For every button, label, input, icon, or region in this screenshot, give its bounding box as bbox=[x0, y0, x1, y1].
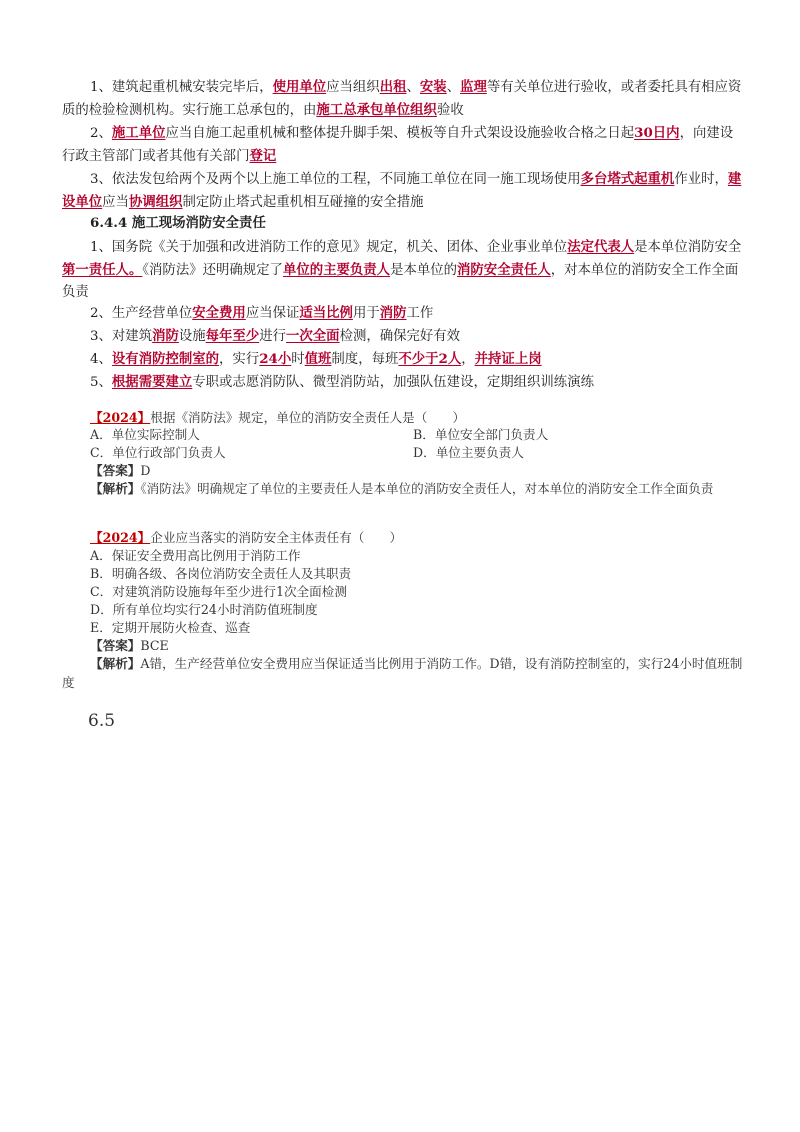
text: ，对本单位的消防安全工作全面负责 bbox=[62, 263, 739, 300]
text: 5、 bbox=[90, 375, 112, 390]
option-d: D．单位主要负责人 bbox=[413, 445, 524, 460]
option-c: C．单位行政部门负责人 bbox=[90, 445, 226, 460]
text: 制定防止塔式起重机相互碰撞的安全措施 bbox=[182, 195, 424, 210]
text: 检测，确保完好有效 bbox=[339, 329, 461, 344]
highlight-text: 法定代表人 bbox=[567, 239, 635, 255]
text: 2、生产经营单位 bbox=[90, 306, 193, 321]
highlight-text: 监理 bbox=[460, 79, 487, 95]
text: 工作 bbox=[406, 306, 434, 321]
highlight-text: 第一责任人。 bbox=[62, 262, 143, 278]
year-tag: 【2024】 bbox=[90, 530, 151, 545]
text: 1、建筑起重机械安装完毕后， bbox=[90, 80, 273, 95]
highlight-text: 施工单位 bbox=[111, 125, 166, 141]
explain-tag: 【解析】 bbox=[90, 481, 141, 496]
text: 设施 bbox=[178, 329, 206, 344]
text: 3、依法发包给两个及两个以上施工单位的工程，不同施工单位在同一施工现场使用 bbox=[90, 172, 581, 187]
text: ， bbox=[461, 352, 475, 367]
section-heading: 6.4.4 施工现场消防安全责任 bbox=[90, 215, 266, 231]
text: 是本单位的 bbox=[390, 263, 458, 278]
answer-tag: 【答案】 bbox=[90, 463, 141, 478]
option-c: C．对建筑消防设施每年至少进行1次全面检测 bbox=[90, 584, 347, 599]
explain-tag: 【解析】 bbox=[90, 656, 141, 671]
para-registration bbox=[62, 122, 742, 168]
highlight-text: 30日内 bbox=[634, 125, 680, 141]
highlight-text: 登记 bbox=[249, 148, 277, 164]
text: 作业时， bbox=[674, 172, 728, 187]
answer-text: BCE bbox=[140, 638, 169, 653]
text: 验收 bbox=[436, 103, 464, 118]
text: 等有关单位进行验收，或者委托具有相应资质的检验检测机构。实行施工总承包的，由 bbox=[62, 80, 742, 118]
highlight-text: 施工总承包单位组织 bbox=[316, 102, 437, 118]
highlight-text: 并持证上岗 bbox=[474, 351, 542, 367]
option-e: E．定期开展防火检查、巡查 bbox=[90, 620, 251, 635]
highlight-text: 安全费用 bbox=[192, 305, 246, 321]
para-tower-crane bbox=[62, 168, 742, 214]
answer-2 bbox=[62, 636, 752, 655]
highlight-text: 安装 bbox=[419, 79, 447, 95]
option-a: A．单位实际控制人 bbox=[90, 427, 200, 442]
highlight-text: 根据需要建立 bbox=[111, 374, 193, 390]
text: 用于 bbox=[352, 306, 380, 321]
text: 是本单位消防安全 bbox=[634, 240, 742, 255]
text: 应当组织 bbox=[326, 80, 380, 95]
explain-text: 《消防法》明确规定了单位的主要责任人是本单位的消防安全责任人，对本单位的消防安全工作全面负责 bbox=[140, 481, 714, 496]
para-crane-acceptance bbox=[62, 76, 742, 122]
explanation-2 bbox=[62, 654, 752, 692]
highlight-text: 一次全面 bbox=[286, 328, 340, 344]
para-facility-check bbox=[62, 325, 742, 348]
text: 制度，每班 bbox=[331, 352, 399, 367]
question-2 bbox=[62, 528, 752, 547]
highlight-text: 消防安全责任人 bbox=[457, 262, 551, 278]
text: 、 bbox=[406, 80, 420, 95]
highlight-text: 24小 bbox=[259, 351, 292, 367]
explain-text: A错，生产经营单位安全费用应当保证适当比例用于消防工作。D错，设有消防控制室的，实行24小时值班制度 bbox=[62, 656, 743, 690]
answer-1 bbox=[62, 461, 752, 480]
option-d: D．所有单位均实行24小时消防值班制度 bbox=[90, 602, 318, 617]
text: 应当 bbox=[102, 195, 129, 210]
text: 《消防法》还明确规定了 bbox=[142, 263, 283, 278]
text: 进行 bbox=[259, 329, 286, 344]
para-control-room bbox=[62, 348, 742, 371]
question-stem bbox=[62, 528, 752, 547]
stem-text: 根据《消防法》规定，单位的消防安全责任人是（ ） bbox=[150, 410, 466, 425]
option-b: B．单位安全部门负责人 bbox=[413, 427, 549, 442]
highlight-text: 适当比例 bbox=[299, 305, 353, 321]
answer-text: D bbox=[140, 463, 151, 478]
highlight-text: 出租 bbox=[379, 79, 407, 95]
text: ，实行 bbox=[219, 352, 260, 367]
text: 专职或志愿消防队、微型消防站，加强队伍建设，定期组织训练演练 bbox=[192, 375, 594, 390]
answer-tag: 【答案】 bbox=[90, 638, 141, 653]
para-safety-cost bbox=[62, 302, 742, 325]
text: 时 bbox=[291, 352, 305, 367]
highlight-text: 消防 bbox=[152, 328, 179, 344]
option-b: B．明确各级、各岗位消防安全责任人及其职责 bbox=[90, 566, 352, 581]
text: 、 bbox=[446, 80, 461, 95]
text: 应当保证 bbox=[245, 306, 300, 321]
para-fire-responsible bbox=[62, 236, 742, 304]
explanation-1 bbox=[62, 479, 752, 498]
year-tag: 【2024】 bbox=[90, 410, 151, 425]
option-a: A．保证安全费用高比例用于消防工作 bbox=[90, 548, 301, 563]
highlight-text: 多台塔式起重机 bbox=[580, 171, 675, 187]
highlight-text: 使用单位 bbox=[272, 79, 327, 95]
highlight-text: 建设单位 bbox=[62, 171, 742, 210]
text: 2、 bbox=[90, 126, 112, 141]
highlight-text: 每年至少 bbox=[205, 328, 260, 344]
text: 4、 bbox=[90, 352, 112, 367]
text: ，向建设行政主管部门或者其他有关部门 bbox=[62, 126, 734, 164]
highlight-text: 单位的主要负责人 bbox=[282, 262, 391, 278]
para-fire-team bbox=[62, 371, 742, 394]
text: 1、国务院《关于加强和改进消防工作的意见》规定，机关、团体、企业事业单位 bbox=[90, 240, 568, 255]
text: 3、对建筑 bbox=[90, 329, 153, 344]
highlight-text: 协调组织 bbox=[128, 194, 183, 210]
text: 应当自施工起重机械和整体提升脚手架、模板等自升式架设设施验收合格之日起 bbox=[165, 126, 635, 141]
highlight-text: 消防 bbox=[379, 305, 407, 321]
highlight-text: 不少于2人 bbox=[398, 351, 462, 367]
highlight-text: 设有消防控制室的 bbox=[111, 351, 220, 367]
highlight-text: 值班 bbox=[304, 351, 332, 367]
next-section-number: 6.5 bbox=[88, 711, 116, 731]
stem-text: 企业应当落实的消防安全主体责任有（ ） bbox=[150, 530, 403, 545]
